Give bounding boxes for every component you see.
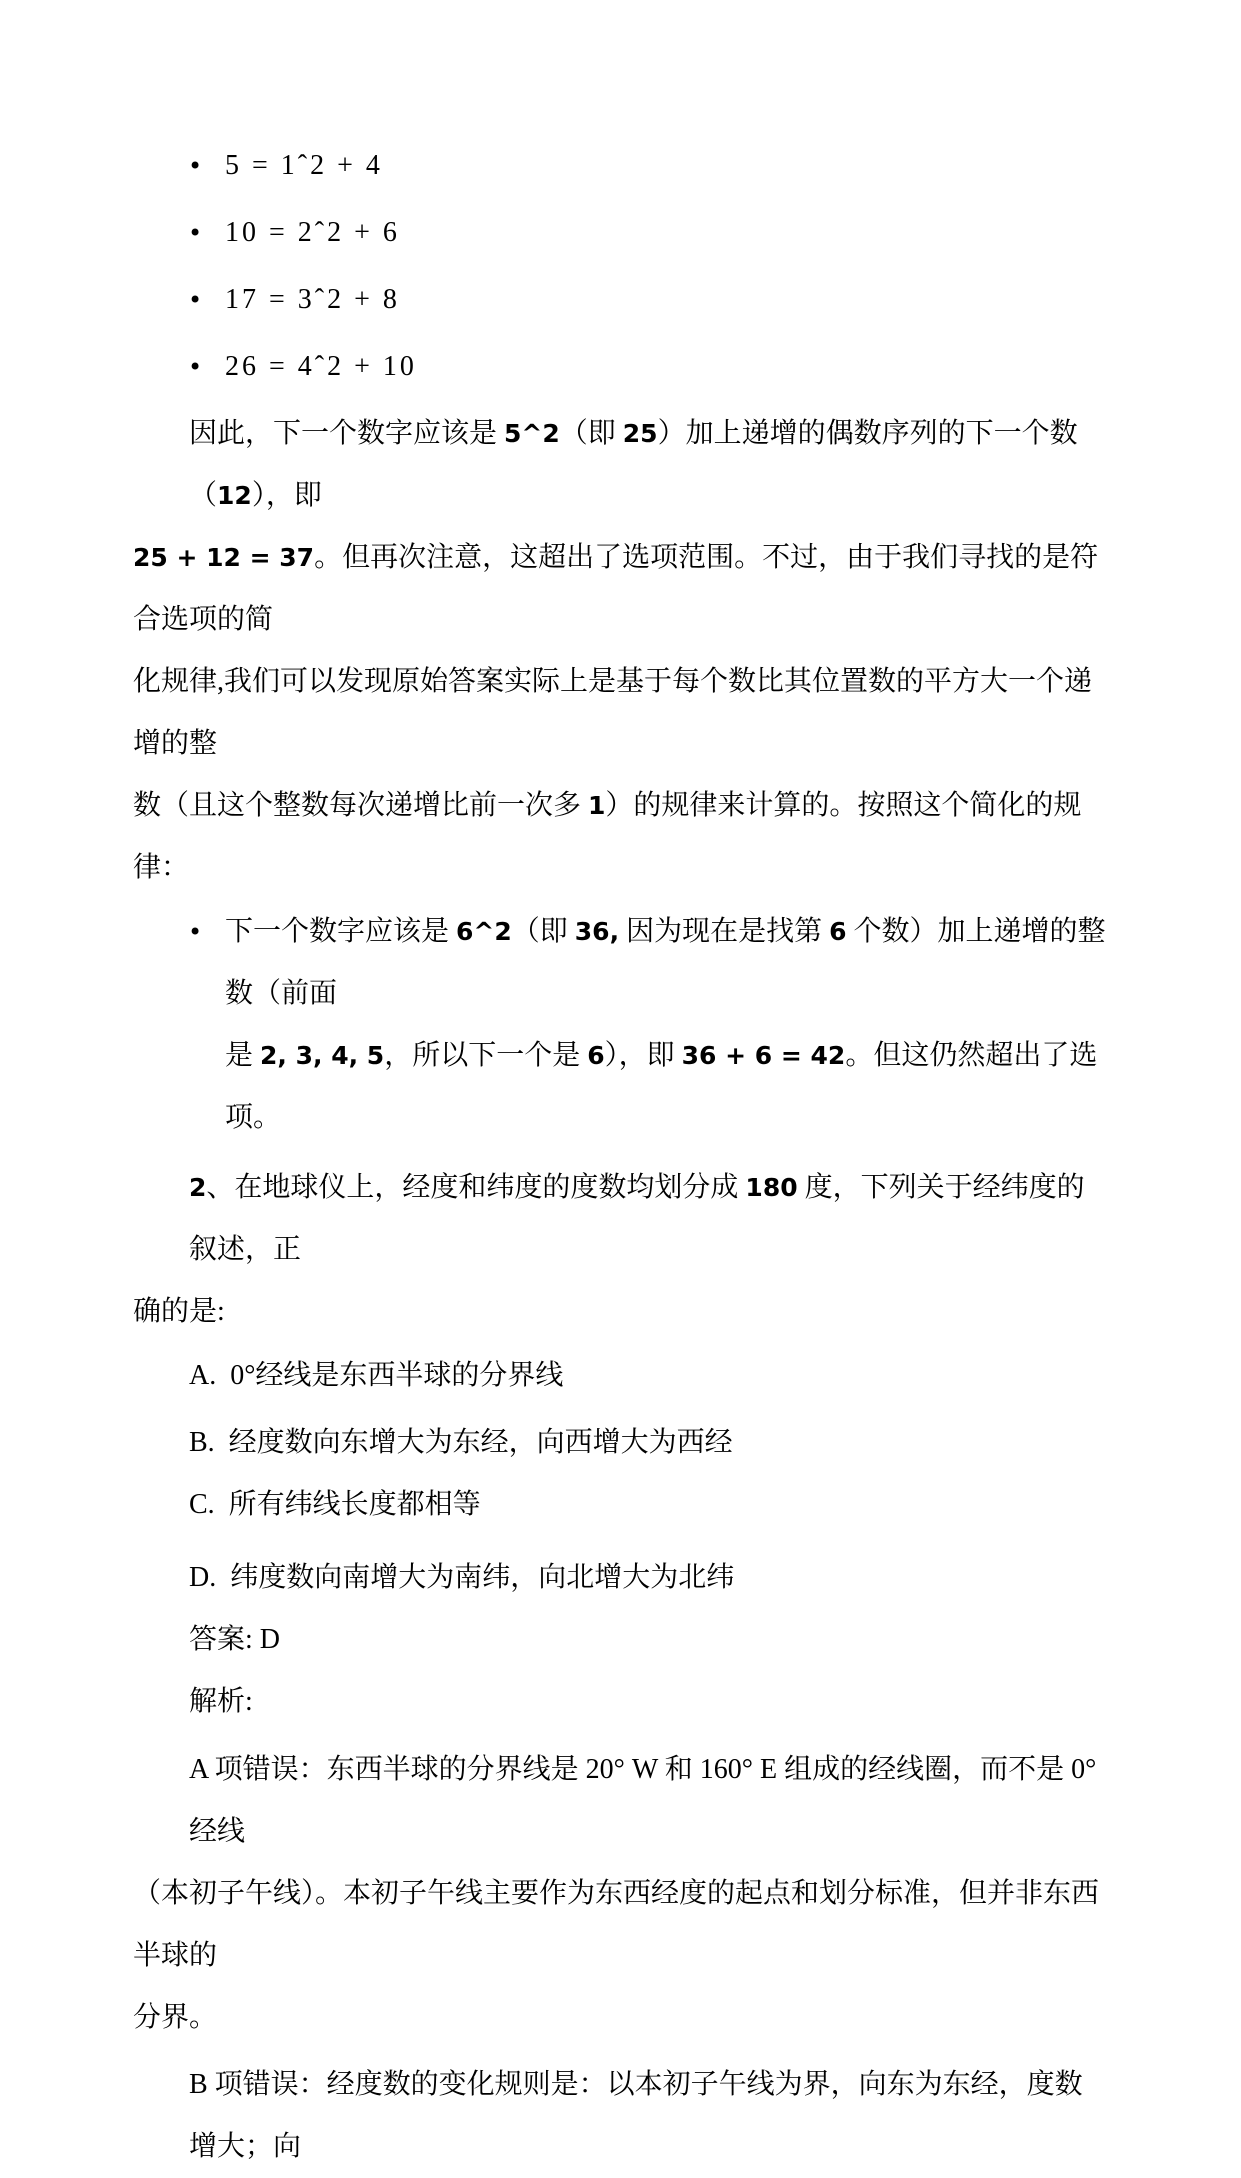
text-segment: B 项错误：经度数的变化规则是：以本初子午线为界，向东为东经，度数增大；向	[189, 2069, 1083, 2162]
text-segment: 是	[225, 1040, 261, 1071]
question-2-line-2	[133, 1281, 1110, 1343]
analysis-b-line-1	[133, 2054, 1110, 2178]
option-b	[133, 1412, 1110, 1474]
text-segment: A 项错误：东西半球的分界线是 20° W 和 160° E 组成的经线圈，而不是 0° 经线	[189, 1754, 1104, 1847]
text-segment: 26 = 4ˆ2 + 10	[225, 351, 417, 382]
bullet-icon: •	[188, 286, 203, 314]
question-2-line-1	[133, 1157, 1110, 1281]
text-segment: 6^2	[456, 917, 512, 946]
text-segment: A. 0°经线是东西半球的分界线	[189, 1360, 564, 1391]
text-segment: 个数）加上递增的整数（前面	[225, 916, 1106, 1009]
text-segment: 5 = 1ˆ2 + 4	[225, 150, 383, 181]
analysis-a-line-2	[133, 1863, 1110, 1987]
text-segment: 化规律,我们可以发现原始答案实际上是基于每个数比其位置数的平方大一个递增的整	[133, 666, 1093, 759]
text-segment: 5^2	[504, 419, 560, 448]
text-segment: （即	[559, 418, 623, 449]
para-therefore-line-3	[133, 651, 1110, 775]
text-segment: 36,	[574, 917, 620, 946]
equation-bullet-2	[133, 202, 1110, 264]
text-segment: 10 = 2ˆ2 + 6	[225, 217, 400, 248]
text-segment: 12	[217, 481, 252, 510]
text-segment: 确的是:	[133, 1296, 225, 1327]
text-segment: 2	[189, 1173, 207, 1202]
text-segment: 。但这仍然超出了选项。	[225, 1040, 1098, 1133]
analysis-label	[133, 1671, 1110, 1733]
text-segment: （即	[511, 916, 575, 947]
text-segment: 25	[622, 419, 658, 448]
bullet-icon: •	[188, 152, 203, 180]
text-segment: ），即	[251, 480, 322, 511]
text-segment: 1	[588, 791, 606, 820]
next-number-bullet-line-1	[133, 901, 1110, 1025]
text-segment: 6	[587, 1041, 605, 1070]
equation-bullet-3	[133, 269, 1110, 331]
option-c	[133, 1474, 1110, 1536]
option-a	[133, 1345, 1110, 1407]
text-segment: 因此，下一个数字应该是	[189, 418, 505, 449]
text-segment: 180	[745, 1173, 798, 1202]
para-therefore-line-2	[133, 527, 1110, 651]
text-segment: ），即	[604, 1040, 682, 1071]
answer-line	[133, 1609, 1110, 1671]
text-segment: 数（且这个整数每次递增比前一次多	[133, 790, 589, 821]
text-segment: D. 纬度数向南增大为南纬，向北增大为北纬	[189, 1562, 735, 1593]
text-segment: 。但再次注意，这超出了选项范围。不过，由于我们寻找的是符合选项的简	[133, 542, 1099, 635]
next-number-bullet-line-2	[133, 1025, 1110, 1149]
bullet-icon: •	[188, 918, 203, 946]
bullet-icon: •	[188, 353, 203, 381]
text-segment: 36 + 6 = 42	[681, 1041, 846, 1070]
analysis-a-line-1	[133, 1739, 1110, 1863]
text-segment: 2, 3, 4, 5	[260, 1041, 385, 1070]
text-segment: ）的规律来计算的。按照这个简化的规律：	[133, 790, 1082, 883]
text-segment: 17 = 3ˆ2 + 8	[225, 284, 400, 315]
text-segment: （本初子午线）。本初子午线主要作为东西经度的起点和划分标准，但并非东西半球的	[133, 1878, 1100, 1971]
text-segment: 度，下列关于经纬度的叙述，正	[189, 1172, 1085, 1265]
option-d	[133, 1547, 1110, 1609]
text-segment: C. 所有纬线长度都相等	[189, 1489, 481, 1520]
text-segment: 答案: D	[189, 1624, 281, 1655]
text-segment: 下一个数字应该是	[225, 916, 457, 947]
bullet-icon: •	[188, 219, 203, 247]
text-segment: 解析:	[189, 1686, 253, 1717]
text-segment: B. 经度数向东增大为东经，向西增大为西经	[189, 1427, 733, 1458]
text-segment: ）加上递增的偶数序列的下一个数（	[189, 418, 1078, 511]
text-segment: 分界。	[133, 2002, 218, 2033]
para-therefore-line-4	[133, 775, 1110, 899]
para-therefore-line-1	[133, 403, 1110, 527]
text-segment: 因为现在是找第	[619, 916, 830, 947]
equation-bullet-4	[133, 336, 1110, 398]
text-segment: 25 + 12 = 37	[133, 543, 315, 572]
text-segment: ，所以下一个是	[384, 1040, 588, 1071]
text-segment: 、在地球仪上，经度和纬度的度数均划分成	[206, 1172, 746, 1203]
analysis-a-line-3	[133, 1987, 1110, 2049]
equation-bullet-1	[133, 135, 1110, 197]
text-segment: 6	[829, 917, 847, 946]
